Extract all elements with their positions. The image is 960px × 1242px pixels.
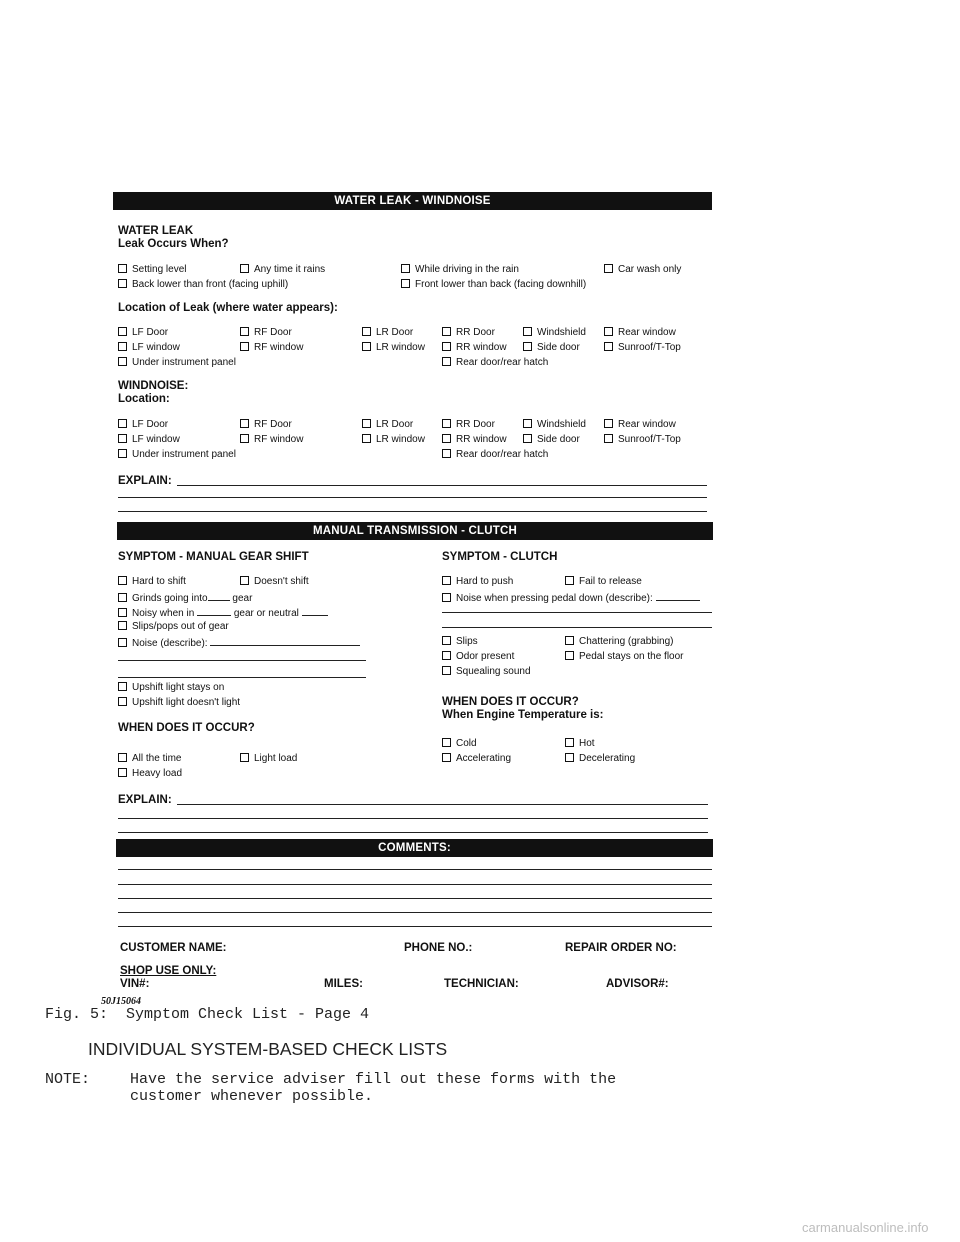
leak-windshield[interactable]: Windshield bbox=[523, 327, 586, 339]
checkbox[interactable] bbox=[118, 342, 127, 351]
noise-lf-window[interactable]: LF window bbox=[118, 434, 180, 446]
when-light-load[interactable]: Light load bbox=[240, 753, 297, 765]
checkbox[interactable] bbox=[118, 621, 127, 630]
gear-slips-pops-out[interactable]: Slips/pops out of gear bbox=[118, 621, 229, 633]
figure-caption: Fig. 5: Symptom Check List - Page 4 bbox=[45, 1006, 370, 1023]
clutch-noise-line-2[interactable] bbox=[442, 627, 712, 628]
gear-upshift-light-stays-on[interactable]: Upshift light stays on bbox=[118, 682, 224, 694]
checkbox[interactable] bbox=[240, 264, 249, 273]
windnoise-explain-line-2[interactable] bbox=[118, 497, 707, 498]
leak-lr-door[interactable]: LR Door bbox=[362, 327, 413, 339]
gear-hard-to-shift[interactable]: Hard to shift bbox=[118, 576, 186, 588]
checkbox[interactable] bbox=[442, 636, 451, 645]
checkbox[interactable] bbox=[565, 738, 574, 747]
checkbox[interactable] bbox=[401, 264, 410, 273]
checkbox[interactable] bbox=[401, 279, 410, 288]
checkbox[interactable] bbox=[565, 753, 574, 762]
note-label: NOTE: bbox=[45, 1071, 91, 1088]
when-heavy-load[interactable]: Heavy load bbox=[118, 768, 182, 780]
leak-rr-window[interactable]: RR window bbox=[442, 342, 507, 354]
checkbox[interactable] bbox=[442, 342, 451, 351]
temp-hot[interactable]: Hot bbox=[565, 738, 595, 750]
gear-doesnt-shift[interactable]: Doesn't shift bbox=[240, 576, 309, 588]
option-any-time-it-rains[interactable]: Any time it rains bbox=[240, 264, 325, 276]
comments-line-3[interactable] bbox=[118, 898, 712, 899]
temp-accelerating[interactable]: Accelerating bbox=[442, 753, 511, 765]
checkbox[interactable] bbox=[523, 327, 532, 336]
checkbox[interactable] bbox=[118, 638, 127, 647]
option-car-wash-only[interactable]: Car wash only bbox=[604, 264, 681, 276]
comments-line-4[interactable] bbox=[118, 912, 712, 913]
leak-under-instrument-panel[interactable]: Under instrument panel bbox=[118, 357, 236, 369]
noise-windshield[interactable]: Windshield bbox=[523, 419, 586, 431]
leak-rr-door[interactable]: RR Door bbox=[442, 327, 495, 339]
windnoise-explain-line-1[interactable] bbox=[177, 485, 707, 486]
checkbox[interactable] bbox=[604, 434, 613, 443]
manual-transmission-clutch-bar: MANUAL TRANSMISSION - CLUTCH bbox=[117, 522, 713, 540]
gear-when-does-it-occur-heading: WHEN DOES IT OCCUR? bbox=[118, 722, 255, 734]
leak-lf-window[interactable]: LF window bbox=[118, 342, 180, 354]
clutch-fail-to-release[interactable]: Fail to release bbox=[565, 576, 642, 588]
manual-explain-line-3[interactable] bbox=[118, 832, 708, 833]
noise-rear-door-rear-hatch[interactable]: Rear door/rear hatch bbox=[442, 449, 548, 461]
checkbox[interactable] bbox=[442, 666, 451, 675]
option-back-lower-than-front[interactable]: Back lower than front (facing uphill) bbox=[118, 279, 288, 291]
temp-cold[interactable]: Cold bbox=[442, 738, 477, 750]
checkbox[interactable] bbox=[442, 357, 451, 366]
temp-decelerating[interactable]: Decelerating bbox=[565, 753, 635, 765]
noise-rr-door[interactable]: RR Door bbox=[442, 419, 495, 431]
checkbox[interactable] bbox=[523, 419, 532, 428]
checkbox[interactable] bbox=[240, 342, 249, 351]
grinds-gear-blank[interactable] bbox=[208, 591, 230, 601]
water-leak-heading: WATER LEAK bbox=[118, 225, 194, 237]
checkbox[interactable] bbox=[362, 342, 371, 351]
noise-rear-window[interactable]: Rear window bbox=[604, 419, 676, 431]
leak-lr-window[interactable]: LR window bbox=[362, 342, 425, 354]
checkbox[interactable] bbox=[118, 697, 127, 706]
checkbox[interactable] bbox=[565, 651, 574, 660]
checkbox[interactable] bbox=[240, 327, 249, 336]
noise-rf-window[interactable]: RF window bbox=[240, 434, 303, 446]
checkbox[interactable] bbox=[442, 327, 451, 336]
watermark: carmanualsonline.info bbox=[802, 1220, 929, 1235]
manual-explain-label: EXPLAIN: bbox=[118, 794, 172, 806]
checkbox[interactable] bbox=[118, 768, 127, 777]
symptom-manual-gear-shift-heading: SYMPTOM - MANUAL GEAR SHIFT bbox=[118, 551, 309, 563]
leak-occurs-when-heading: Leak Occurs When? bbox=[118, 238, 229, 250]
clutch-odor-present[interactable]: Odor present bbox=[442, 651, 514, 663]
windnoise-location-heading: Location: bbox=[118, 393, 170, 405]
checkbox[interactable] bbox=[442, 593, 451, 602]
noise-rf-door[interactable]: RF Door bbox=[240, 419, 292, 431]
checkbox[interactable] bbox=[118, 279, 127, 288]
engine-temperature-heading: When Engine Temperature is: bbox=[442, 709, 604, 721]
checkbox[interactable] bbox=[604, 264, 613, 273]
clutch-noise-line-1[interactable] bbox=[442, 612, 712, 613]
checkbox[interactable] bbox=[118, 608, 127, 617]
option-while-driving-in-rain[interactable]: While driving in the rain bbox=[401, 264, 519, 276]
leak-sunroof-t-top[interactable]: Sunroof/T-Top bbox=[604, 342, 681, 354]
windnoise-explain-line-3[interactable] bbox=[118, 511, 707, 512]
comments-line-1[interactable] bbox=[118, 869, 712, 870]
noise-lr-window[interactable]: LR window bbox=[362, 434, 425, 446]
clutch-hard-to-push[interactable]: Hard to push bbox=[442, 576, 513, 588]
checkbox[interactable] bbox=[118, 434, 127, 443]
clutch-noise-blank[interactable] bbox=[656, 591, 700, 601]
checkbox[interactable] bbox=[442, 576, 451, 585]
figure-code: 50J15064 bbox=[101, 996, 141, 1007]
comments-line-5[interactable] bbox=[118, 926, 712, 927]
leak-side-door[interactable]: Side door bbox=[523, 342, 580, 354]
note-text-line-1: Have the service adviser fill out these forms with the bbox=[130, 1071, 617, 1088]
checkbox[interactable] bbox=[442, 419, 451, 428]
miles-label: MILES: bbox=[324, 978, 363, 990]
clutch-squealing-sound[interactable]: Squealing sound bbox=[442, 666, 531, 678]
checkbox[interactable] bbox=[362, 434, 371, 443]
checkbox[interactable] bbox=[604, 419, 613, 428]
noisy-gear-blank[interactable] bbox=[197, 606, 231, 616]
checkbox[interactable] bbox=[362, 327, 371, 336]
leak-lf-door[interactable]: LF Door bbox=[118, 327, 168, 339]
checkbox[interactable] bbox=[118, 264, 127, 273]
repair-order-no-label: REPAIR ORDER NO: bbox=[565, 942, 677, 954]
technician-label: TECHNICIAN: bbox=[444, 978, 519, 990]
location-of-leak-heading: Location of Leak (where water appears): bbox=[118, 302, 338, 314]
noisy-neutral-blank[interactable] bbox=[302, 606, 328, 616]
leak-rear-door-rear-hatch[interactable]: Rear door/rear hatch bbox=[442, 357, 548, 369]
gear-noisy-when-in[interactable]: Noisy when in gear or neutral bbox=[118, 606, 328, 620]
comments-bar: COMMENTS: bbox=[116, 839, 713, 857]
checkbox[interactable] bbox=[118, 576, 127, 585]
clutch-noise-pressing-pedal[interactable]: Noise when pressing pedal down (describe): bbox=[442, 591, 700, 605]
checkbox[interactable] bbox=[118, 327, 127, 336]
noise-side-door[interactable]: Side door bbox=[523, 434, 580, 446]
clutch-pedal-stays-on-floor[interactable]: Pedal stays on the floor bbox=[565, 651, 684, 663]
option-front-lower-than-back[interactable]: Front lower than back (facing downhill) bbox=[401, 279, 586, 291]
noise-lr-door[interactable]: LR Door bbox=[362, 419, 413, 431]
windnoise-explain-label: EXPLAIN: bbox=[118, 475, 172, 487]
vin-label: VIN#: bbox=[120, 978, 150, 990]
checkbox[interactable] bbox=[118, 753, 127, 762]
checkbox[interactable] bbox=[523, 434, 532, 443]
checkbox[interactable] bbox=[362, 419, 371, 428]
checkbox[interactable] bbox=[240, 753, 249, 762]
note-text-line-2: customer whenever possible. bbox=[130, 1088, 374, 1105]
noise-sunroof-t-top[interactable]: Sunroof/T-Top bbox=[604, 434, 681, 446]
manual-explain-line-1[interactable] bbox=[177, 804, 708, 805]
clutch-chattering[interactable]: Chattering (grabbing) bbox=[565, 636, 674, 648]
checkbox[interactable] bbox=[565, 576, 574, 585]
noise-under-instrument-panel[interactable]: Under instrument panel bbox=[118, 449, 236, 461]
checkbox[interactable] bbox=[240, 576, 249, 585]
clutch-when-does-it-occur-heading: WHEN DOES IT OCCUR? bbox=[442, 696, 579, 708]
checkbox[interactable] bbox=[118, 682, 127, 691]
section-title: INDIVIDUAL SYSTEM-BASED CHECK LISTS bbox=[88, 1039, 448, 1059]
option-setting-level[interactable]: Setting level bbox=[118, 264, 186, 276]
manual-explain-line-2[interactable] bbox=[118, 818, 708, 819]
gear-noise-line-1[interactable] bbox=[118, 660, 366, 661]
shop-use-only-label: SHOP USE ONLY: bbox=[120, 965, 217, 977]
phone-no-label: PHONE NO.: bbox=[404, 942, 473, 954]
windnoise-heading: WINDNOISE: bbox=[118, 380, 189, 392]
gear-noise-describe[interactable]: Noise (describe): bbox=[118, 636, 360, 650]
checkbox[interactable] bbox=[604, 342, 613, 351]
checkbox[interactable] bbox=[604, 327, 613, 336]
checkbox[interactable] bbox=[523, 342, 532, 351]
checkbox[interactable] bbox=[118, 593, 127, 602]
advisor-label: ADVISOR#: bbox=[606, 978, 669, 990]
customer-name-label: CUSTOMER NAME: bbox=[120, 942, 227, 954]
checkbox[interactable] bbox=[118, 357, 127, 366]
checkbox[interactable] bbox=[442, 449, 451, 458]
checkbox[interactable] bbox=[118, 449, 127, 458]
leak-rf-window[interactable]: RF window bbox=[240, 342, 303, 354]
leak-rear-window[interactable]: Rear window bbox=[604, 327, 676, 339]
checkbox[interactable] bbox=[442, 738, 451, 747]
gear-grinds-going-into[interactable]: Grinds going into gear bbox=[118, 591, 252, 605]
symptom-clutch-heading: SYMPTOM - CLUTCH bbox=[442, 551, 558, 563]
checkbox[interactable] bbox=[565, 636, 574, 645]
checkbox[interactable] bbox=[442, 434, 451, 443]
noise-rr-window[interactable]: RR window bbox=[442, 434, 507, 446]
checkbox[interactable] bbox=[442, 651, 451, 660]
checkbox[interactable] bbox=[442, 753, 451, 762]
noise-lf-door[interactable]: LF Door bbox=[118, 419, 168, 431]
water-leak-windnoise-bar: WATER LEAK - WINDNOISE bbox=[113, 192, 712, 210]
gear-noise-line-2[interactable] bbox=[118, 677, 366, 678]
clutch-slips[interactable]: Slips bbox=[442, 636, 478, 648]
checkbox[interactable] bbox=[240, 419, 249, 428]
checkbox[interactable] bbox=[118, 419, 127, 428]
gear-upshift-light-doesnt-light[interactable]: Upshift light doesn't light bbox=[118, 697, 240, 709]
comments-line-2[interactable] bbox=[118, 884, 712, 885]
leak-rf-door[interactable]: RF Door bbox=[240, 327, 292, 339]
noise-describe-blank[interactable] bbox=[210, 636, 360, 646]
checkbox[interactable] bbox=[240, 434, 249, 443]
when-all-the-time[interactable]: All the time bbox=[118, 753, 181, 765]
